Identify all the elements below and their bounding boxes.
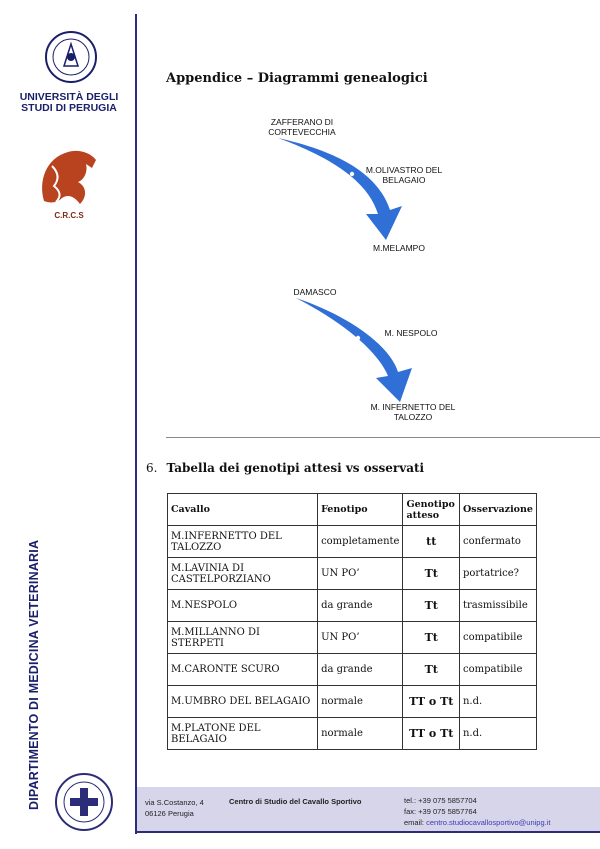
university-name: UNIVERSITÀ DEGLI STUDI DI PERUGIA xyxy=(19,91,119,114)
page-title: Appendice – Diagrammi genealogici xyxy=(166,71,428,86)
diagram-arrows xyxy=(240,110,470,440)
diagram2-bottom: M. INFERNETTO DEL TALOZZO xyxy=(370,402,456,422)
cell-observation: confermato xyxy=(459,526,536,558)
diagram1-bottom: M.MELAMPO xyxy=(373,243,425,253)
footer-tel: tel.: +39 075 5857704 xyxy=(404,796,477,805)
header-phenotype: Fenotipo xyxy=(318,494,403,526)
diagram1-top: ZAFFERANO DI CORTEVECCHIA xyxy=(268,117,336,137)
header-horse: Cavallo xyxy=(168,494,318,526)
table-row xyxy=(168,558,537,590)
cell-horse: M.PLATONE DEL BELAGAIO xyxy=(168,718,318,750)
table-row xyxy=(168,718,537,750)
cell-phenotype: da grande xyxy=(318,590,403,622)
crcs-label: C.R.C.S xyxy=(54,211,84,220)
header-observation: Osservazione xyxy=(459,494,536,526)
diagram1-middle: M.OLIVASTRO DEL BELAGAIO xyxy=(365,165,443,185)
cell-observation: portatrice? xyxy=(459,558,536,590)
arrow-shape-2 xyxy=(296,298,412,402)
diagram2-top: DAMASCO xyxy=(293,287,337,297)
diagram2-middle: M. NESPOLO xyxy=(384,328,438,338)
footer-fax: fax: +39 075 5857764 xyxy=(404,807,477,816)
footer-bottom-line xyxy=(137,831,600,833)
cell-phenotype: UN PO’ xyxy=(318,622,403,654)
table-row xyxy=(168,622,537,654)
genealogy-diagrams xyxy=(240,110,470,440)
cell-horse: M.CARONTE SCURO xyxy=(168,654,318,686)
cell-observation: n.d. xyxy=(459,686,536,718)
cell-phenotype: da grande xyxy=(318,654,403,686)
footer-email-line xyxy=(404,817,550,828)
cell-observation: n.d. xyxy=(459,718,536,750)
crcs-horse-logo-icon xyxy=(34,146,104,224)
footer-center-name: Centro di Studio del Cavallo Sportivo xyxy=(229,797,362,806)
cell-phenotype: completamente xyxy=(318,526,403,558)
cell-genotype: tt xyxy=(403,526,460,558)
cell-genotype: TT o Tt xyxy=(403,686,460,718)
cell-genotype: Tt xyxy=(403,654,460,686)
cell-phenotype: UN PO’ xyxy=(318,558,403,590)
address-street: via S.Costanzo, 4 xyxy=(145,798,204,807)
email-label: email: xyxy=(404,818,425,827)
footer xyxy=(137,787,600,831)
table-row xyxy=(168,590,537,622)
cell-horse: M.UMBRO DEL BELAGAIO xyxy=(168,686,318,718)
sidebar xyxy=(0,0,136,849)
arrow-shape-1 xyxy=(278,138,402,240)
address-city: 06126 Perugia xyxy=(145,809,194,818)
cell-genotype: Tt xyxy=(403,558,460,590)
cell-phenotype: normale xyxy=(318,718,403,750)
footer-address xyxy=(145,797,204,819)
vertical-divider xyxy=(135,14,137,834)
department-seal-icon xyxy=(54,772,114,832)
header-genotype: Genotipo atteso xyxy=(403,494,460,526)
arrow-dot-1 xyxy=(350,172,354,176)
cell-genotype: Tt xyxy=(403,622,460,654)
cell-observation: compatibile xyxy=(459,622,536,654)
arrow-dot-2 xyxy=(356,336,360,340)
cell-observation: compatibile xyxy=(459,654,536,686)
cell-phenotype: normale xyxy=(318,686,403,718)
section-divider xyxy=(166,437,600,438)
table-row xyxy=(168,686,537,718)
university-seal-icon xyxy=(44,30,98,84)
cell-horse: M.NESPOLO xyxy=(168,590,318,622)
cell-horse: M.INFERNETTO DEL TALOZZO xyxy=(168,526,318,558)
table-header-row xyxy=(168,494,537,526)
cell-horse: M.LAVINIA DI CASTELPORZIANO xyxy=(168,558,318,590)
footer-contacts xyxy=(404,795,550,828)
department-name: DIPARTIMENTO DI MEDICINA VETERINARIA xyxy=(27,539,41,810)
section-number: 6. xyxy=(146,461,158,475)
cell-observation: trasmissibile xyxy=(459,590,536,622)
cell-horse: M.MILLANNO DI STERPETI xyxy=(168,622,318,654)
email-link[interactable]: centro.studiocavallosportivo@unipg.it xyxy=(426,818,551,827)
table-row xyxy=(168,654,537,686)
cell-genotype: Tt xyxy=(403,590,460,622)
table-row xyxy=(168,526,537,558)
genotype-table xyxy=(167,493,537,750)
section-heading xyxy=(146,461,424,475)
cell-genotype: TT o Tt xyxy=(403,718,460,750)
section-title: Tabella dei genotipi attesi vs osservati xyxy=(166,461,425,475)
